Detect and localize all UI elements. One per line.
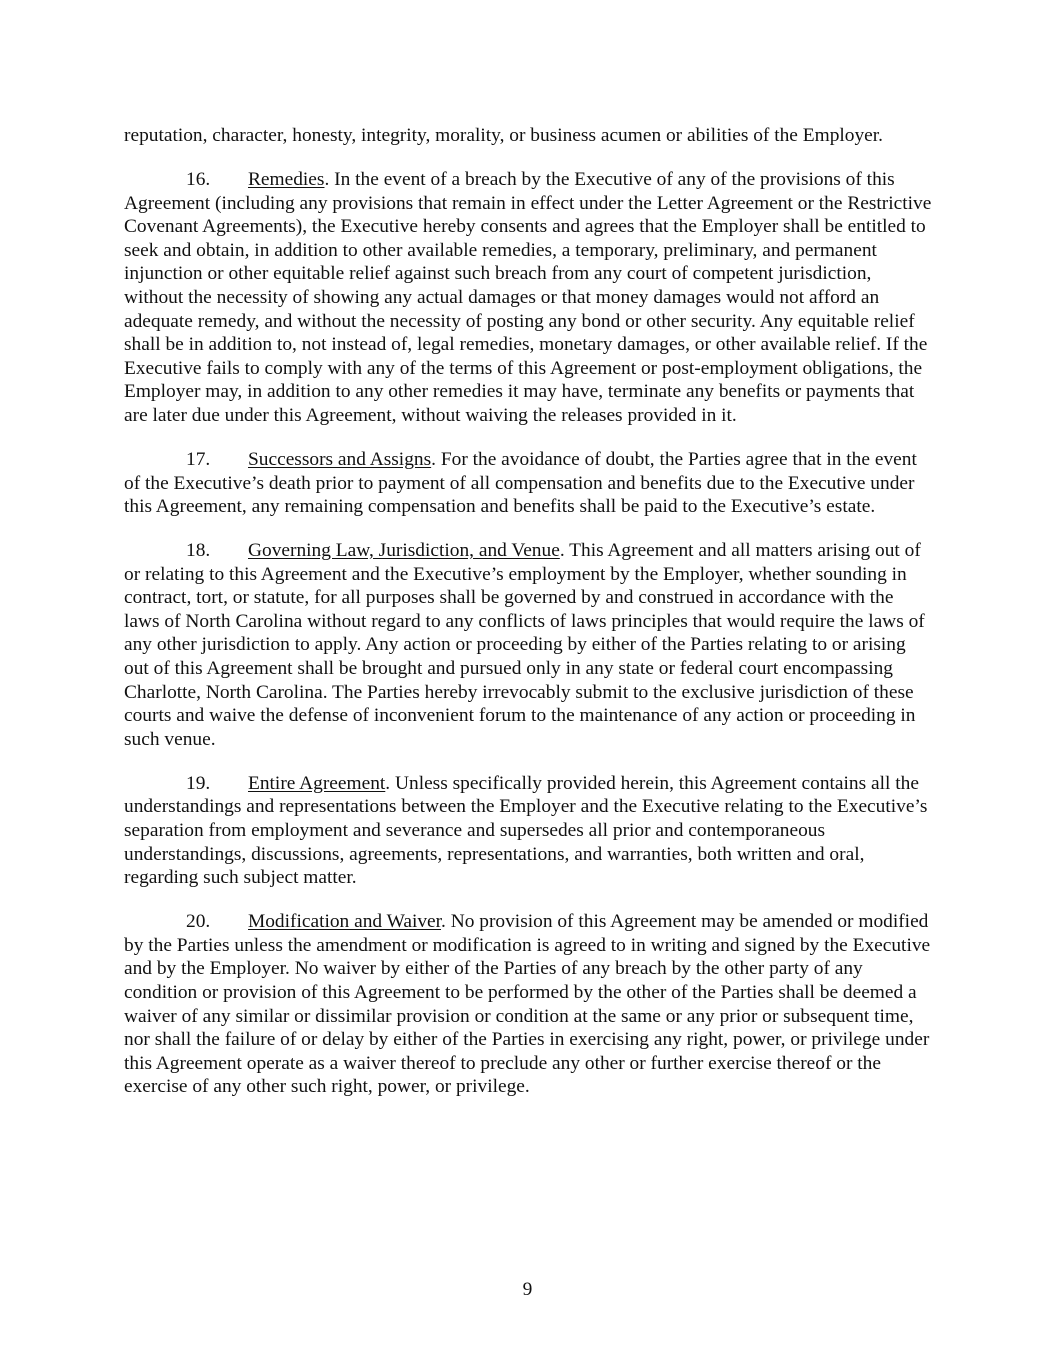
section-16-remedies <box>124 168 932 428</box>
section-body: . Unless specifically provided herein, this Agreement contains all the understandings and representations between the Employer and the Executive relating to the Executive’s separation from employment and severance and supersedes all prior and contemporaneous understandings, discussions, agreements, representations, and warranties, both written and oral, regarding such subject matter. <box>124 772 928 889</box>
section-heading: Modification and Waiver <box>248 911 442 933</box>
section-17-successors-and-assigns <box>124 448 932 519</box>
section-19-entire-agreement <box>124 772 932 890</box>
section-number: 19. <box>186 772 211 794</box>
continuation-paragraph: reputation, character, honesty, integrity, morality, or business acumen or abilities of the Employer. <box>124 125 884 146</box>
section-heading: Remedies <box>248 168 325 190</box>
section-heading: Governing Law, Jurisdiction, and Venue <box>248 540 560 562</box>
section-heading: Successors and Assigns <box>248 448 432 470</box>
section-20-modification-and-waiver <box>124 910 932 1099</box>
section-heading: Entire Agreement <box>248 772 386 794</box>
section-number: 20. <box>186 911 211 933</box>
section-number: 16. <box>186 168 211 190</box>
section-body: . No provision of this Agreement may be amended or modified by the Parties unless the amendment or modification is agreed to in writing and signed by the Executive and by the Employer. No waiver by either of the Parties of any breach by the other party of any condition or provision of this Agreement to be performed by the other of the Parties shall be deemed a waiver of any similar or dissimilar provision or condition at the same or any prior or subsequent time, nor shall the failure of or delay by either of the Parties in exercising any right, power, or privilege under this Agreement operate as a waiver thereof to preclude any other or further exercise thereof or the exercise of any other such right, power, or privilege. <box>124 911 931 1098</box>
section-number: 17. <box>186 448 211 470</box>
page-number: 9 <box>522 1279 533 1300</box>
section-body: . This Agreement and all matters arising out of or relating to this Agreement and the Executive’s employment by the Employer, whether sounding in contract, tort, or statute, for all purposes shall be governed by and construed in accordance with the laws of North Carolina without regard to any conflicts of laws principles that would require the laws of any other jurisdiction to apply. Any action or proceeding by either of the Parties relating to or arising out of this Agreement shall be brought and pursued only in any state or federal court encompassing Charlotte, North Carolina. The Parties hereby irrevocably submit to the exclusive jurisdiction of these courts and waive the defense of inconvenient forum to the maintenance of any action or proceeding in such venue. <box>124 540 925 750</box>
document-page <box>124 124 932 1119</box>
section-body: . For the avoidance of doubt, the Parties agree that in the event of the Executive’s death prior to payment of all compensation and benefits due to the Executive under this Agreement, any remaining compensation and benefits shall be paid to the Executive’s estate. <box>124 448 917 518</box>
section-body: . In the event of a breach by the Executive of any of the provisions of this Agreement (including any provisions that remain in effect under the Letter Agreement or the Restrictive Covenant Agreements), the Executive hereby consents and agrees that the Employer shall be entitled to seek and obtain, in addition to other available remedies, a temporary, preliminary, and permanent injunction or other equitable relief against such breach from any court of competent jurisdiction, without the necessity of showing any actual damages or that money damages would not afford an adequate remedy, and without the necessity of posting any bond or other security. Any equitable relief shall be in addition to, not instead of, legal remedies, monetary damages, or other available relief. If the Executive fails to comply with any of the terms of this Agreement or post-employment obligations, the Employer may, in addition to any other remedies it may have, terminate any benefits or payments that are later due under this Agreement, without waiving the releases provided in it. <box>124 168 932 426</box>
section-18-governing-law <box>124 539 932 751</box>
section-number: 18. <box>186 540 211 562</box>
